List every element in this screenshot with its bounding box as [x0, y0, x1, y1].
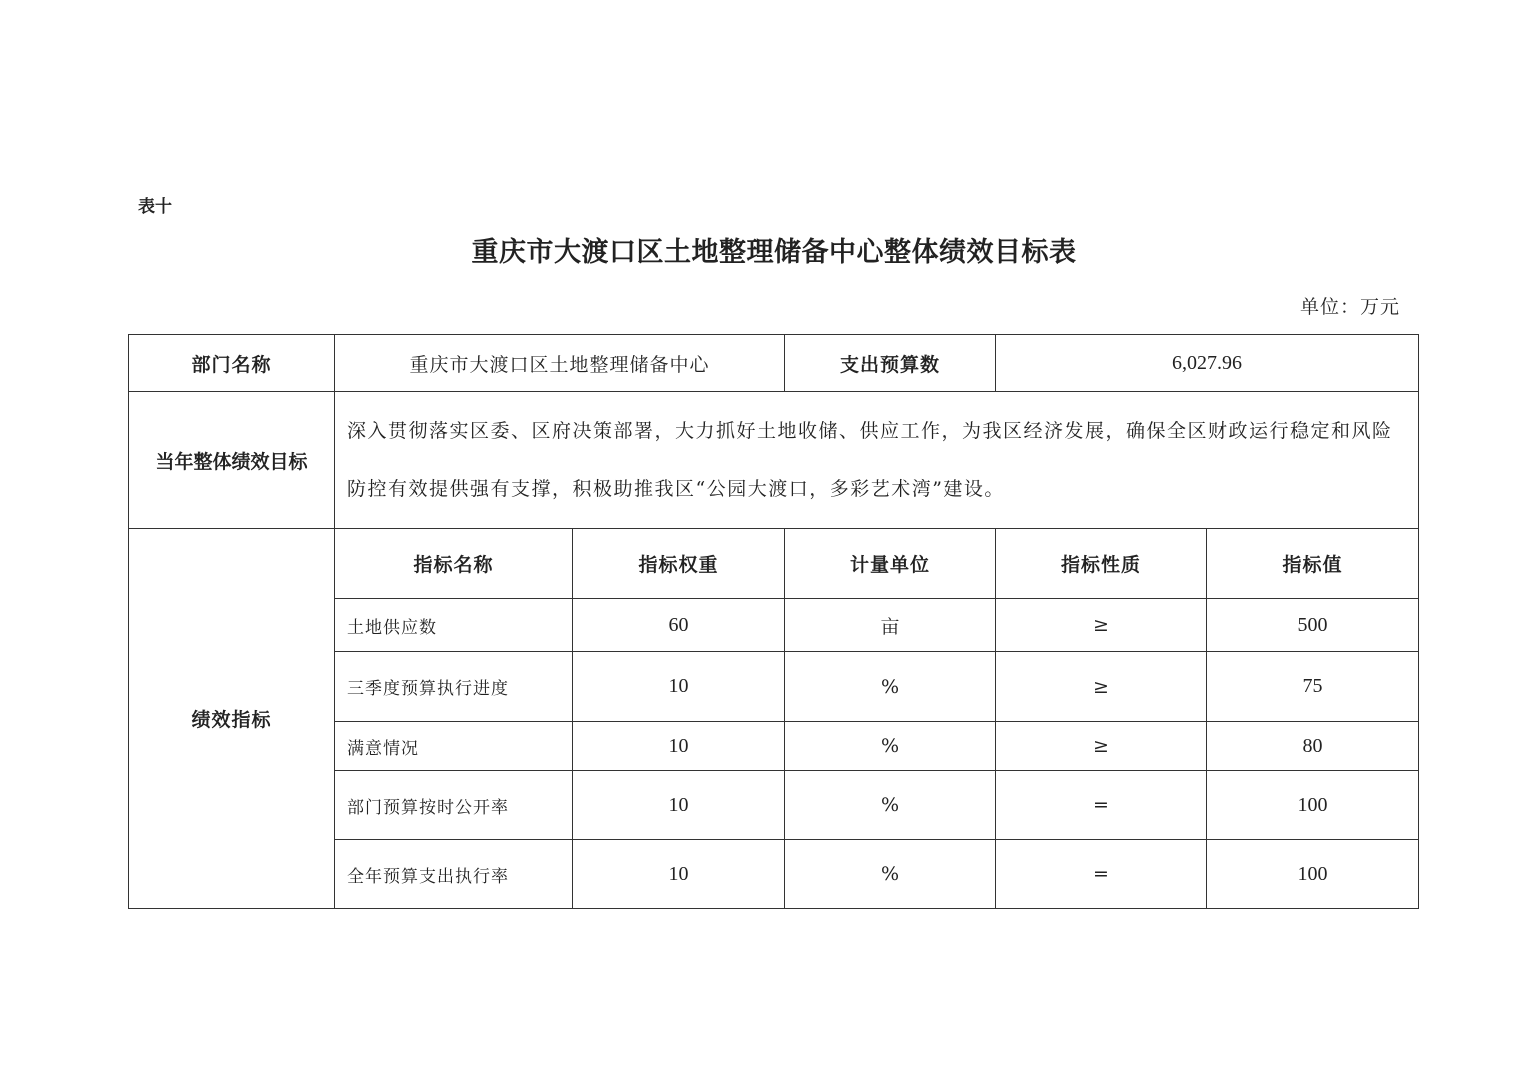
dept-label: 部门名称	[129, 335, 335, 392]
indicator-weight: 60	[573, 599, 785, 652]
indicator-unit: %	[785, 771, 996, 840]
indicator-value: 80	[1207, 722, 1419, 771]
indicator-section-label: 绩效指标	[129, 529, 335, 909]
indicator-value: 75	[1207, 652, 1419, 722]
unit-label: 单位：万元	[1300, 296, 1401, 318]
indicator-weight: 10	[573, 840, 785, 909]
indicator-nature: =	[996, 840, 1207, 909]
indicator-unit: %	[785, 840, 996, 909]
indicator-nature: ≥	[996, 652, 1207, 722]
indicator-name: 土地供应数	[335, 599, 573, 652]
performance-table	[128, 334, 1419, 909]
budget-value: 6,027.96	[996, 335, 1419, 392]
goal-row	[129, 392, 1419, 529]
column-header: 指标性质	[996, 529, 1207, 599]
indicator-name: 三季度预算执行进度	[335, 652, 573, 722]
document-title: 重庆市大渡口区土地整理储备中心整体绩效目标表	[471, 237, 1077, 268]
column-header: 计量单位	[785, 529, 996, 599]
dept-value: 重庆市大渡口区土地整理储备中心	[335, 335, 785, 392]
column-header: 指标权重	[573, 529, 785, 599]
indicator-name: 满意情况	[335, 722, 573, 771]
dept-row	[129, 335, 1419, 392]
indicator-weight: 10	[573, 652, 785, 722]
indicator-nature: =	[996, 771, 1207, 840]
indicator-value: 500	[1207, 599, 1419, 652]
indicator-nature: ≥	[996, 722, 1207, 771]
indicator-name: 部门预算按时公开率	[335, 771, 573, 840]
indicator-value: 100	[1207, 771, 1419, 840]
goal-label: 当年整体绩效目标	[129, 392, 335, 529]
table-number: 表十	[138, 197, 172, 217]
indicator-unit: %	[785, 722, 996, 771]
indicator-unit: %	[785, 652, 996, 722]
indicator-unit: 亩	[785, 599, 996, 652]
indicator-nature: ≥	[996, 599, 1207, 652]
goal-text: 深入贯彻落实区委、区府决策部署，大力抓好土地收储、供应工作，为我区经济发展，确保全区财政运行稳定和风险防控有效提供强有支撑，积极助推我区“公园大渡口，多彩艺术湾”建设。	[335, 392, 1419, 529]
column-header: 指标名称	[335, 529, 573, 599]
indicator-name: 全年预算支出执行率	[335, 840, 573, 909]
indicator-value: 100	[1207, 840, 1419, 909]
indicator-weight: 10	[573, 722, 785, 771]
indicator-weight: 10	[573, 771, 785, 840]
budget-label: 支出预算数	[785, 335, 996, 392]
column-header: 指标值	[1207, 529, 1419, 599]
indicator-header-row	[129, 529, 1419, 599]
